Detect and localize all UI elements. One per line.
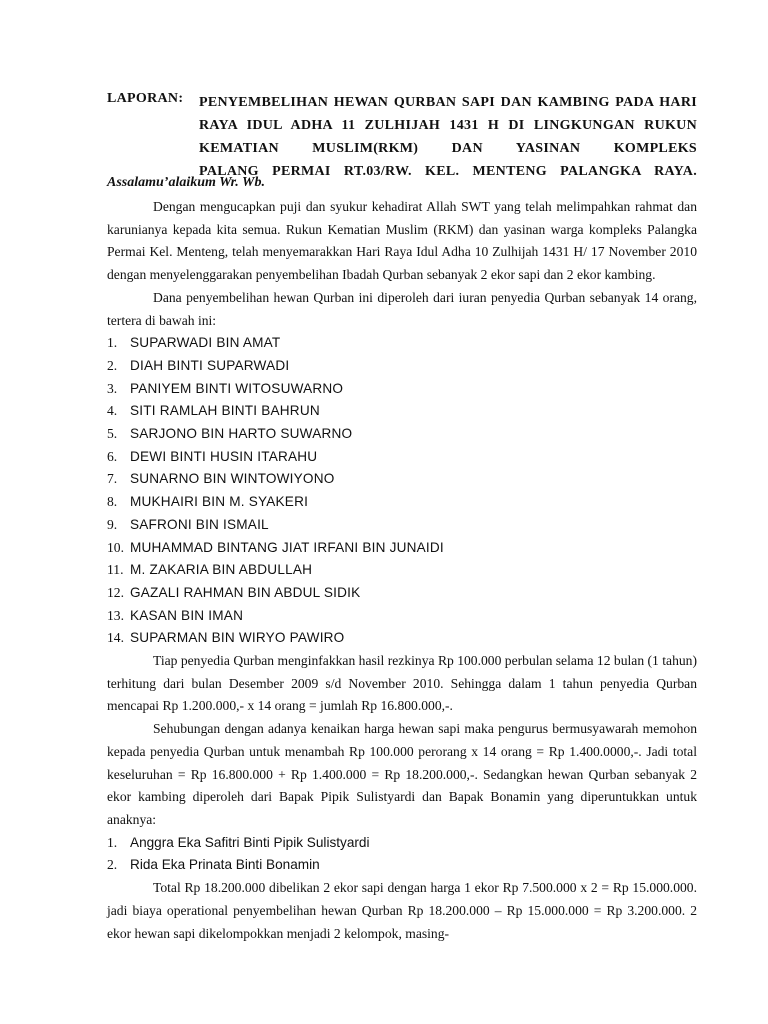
donor-list: [107, 332, 697, 650]
list-item: [107, 627, 697, 650]
donor-name: MUHAMMAD BINTANG JIAT IRFANI BIN JUNAIDI: [130, 539, 444, 555]
list-number: 10.: [107, 539, 124, 555]
goat-recipient-list: [107, 832, 697, 877]
paragraph-intro: Dengan mengucapkan puji dan syukur kehadirat Allah SWT yang telah melimpahkan rahmat dan karunianya kepada kita semua. Rukun Kematian Muslim (RKM) dan yasinan warga kompleks Palangka Permai Kel. Menteng, telah menyemarakkan Hari Raya Idul Adha 10 Zulhijah 1431 H/ 17 November 2010 dengan menyelenggarakan penyembelihan Ibadah Qurban sebanyak 2 ekor sapi dan 2 ekor kambing.: [107, 199, 697, 283]
donor-name: M. ZAKARIA BIN ABDULLAH: [130, 562, 313, 578]
report-title-line: PENYEMBELIHAN HEWAN QURBAN SAPI DAN KAMBING PADA: [199, 95, 654, 110]
list-item: [107, 491, 697, 514]
list-item: [107, 332, 697, 355]
list-number: 1.: [107, 834, 118, 850]
list-number: 2.: [107, 857, 118, 873]
list-item: [107, 854, 697, 877]
recipient-name: Rida Eka Prinata Binti Bonamin: [130, 857, 320, 873]
report-title-line: PALANG PERMAI RT.03/RW. KEL. MENTENG PALANGKA RAYA.: [199, 164, 697, 179]
donor-name: SARJONO BIN HARTO SUWARNO: [130, 426, 353, 442]
paragraph-contribution: Tiap penyedia Qurban menginfakkan hasil rezkinya Rp 100.000 perbulan selama 12 bulan (1 tahun) terhitung dari bulan Desember 2009 s/d November 2010. Sehingga dalam 1 tahun penyedia Qurban mencapai Rp 1.200.000,- x 14 orang = jumlah Rp 16.800.000,-.: [107, 653, 697, 714]
document-body: [107, 196, 697, 945]
list-item: [107, 355, 697, 378]
list-item: [107, 514, 697, 537]
donor-name: SAFRONI BIN ISMAIL: [130, 516, 269, 532]
report-label: LAPORAN:: [107, 91, 184, 106]
list-number: 5.: [107, 426, 118, 442]
recipient-name: Anggra Eka Safitri Binti Pipik Sulistyardi: [130, 834, 370, 850]
report-title-line: RUKUN KEMATIAN MUSLIM(RKM) DAN YASINAN KOMPLEKS: [199, 118, 697, 156]
donor-name: DEWI BINTI HUSIN ITARAHU: [130, 448, 318, 464]
list-number: 12.: [107, 584, 124, 600]
list-number: 13.: [107, 607, 124, 623]
list-number: 4.: [107, 403, 118, 419]
paragraph-total: Total Rp 18.200.000 dibelikan 2 ekor sapi dengan harga 1 ekor Rp 7.500.000 x 2 = Rp 15.000.000. jadi biaya operational penyembelihan hewan Qurban Rp 18.200.000 – Rp 15.000.000 = Rp 3.200.000. 2 ekor hewan sapi dikelompokkan menjadi 2 kelompok, masing-: [107, 880, 697, 941]
donor-name: MUKHAIRI BIN M. SYAKERI: [130, 494, 309, 510]
list-item: [107, 423, 697, 446]
list-item: [107, 378, 697, 401]
greeting: Assalamu’alaikum Wr. Wb.: [107, 175, 265, 190]
list-item: [107, 400, 697, 423]
report-title: [199, 91, 697, 183]
donor-name: SITI RAMLAH BINTI BAHRUN: [130, 403, 320, 419]
list-number: 3.: [107, 380, 118, 396]
donor-name: SUPARMAN BIN WIRYO PAWIRO: [130, 630, 345, 646]
donor-name: SUPARWADI BIN AMAT: [130, 335, 281, 351]
list-number: 7.: [107, 471, 118, 487]
list-item: [107, 537, 697, 560]
list-number: 6.: [107, 448, 118, 464]
list-number: 8.: [107, 494, 118, 510]
list-item: [107, 582, 697, 605]
donor-name: PANIYEM BINTI WITOSUWARNO: [130, 380, 344, 396]
donor-name: DIAH BINTI SUPARWADI: [130, 357, 290, 373]
list-item: [107, 832, 697, 855]
donor-name: KASAN BIN IMAN: [130, 607, 244, 623]
list-number: 9.: [107, 516, 118, 532]
donor-name: GAZALI RAHMAN BIN ABDUL SIDIK: [130, 584, 361, 600]
paragraph-price-increase: Sehubungan dengan adanya kenaikan harga hewan sapi maka pengurus bermusyawarah memohon kepada penyedia Qurban untuk menambah Rp 100.000 perorang x 14 orang = Rp 1.400.0000,-. Jadi total keseluruhan = Rp 16.800.000 + Rp 1.400.000 = Rp 18.200.000,-. Sedangkan hewan Qurban sebanyak 2 ekor kambing diperoleh dari Bapak Pipik Sulistyardi dan Bapak Bonamin yang diperuntukkan untuk anaknya:: [107, 721, 697, 827]
list-item: [107, 446, 697, 469]
list-item: [107, 605, 697, 628]
list-item: [107, 559, 697, 582]
list-number: 14.: [107, 630, 124, 646]
report-title-line: HARI RAYA IDUL ADHA 11 ZULHIJAH 1431 H DI LINGKUNGAN: [199, 95, 697, 133]
list-item: [107, 468, 697, 491]
list-number: 2.: [107, 357, 118, 373]
list-number: 11.: [107, 562, 124, 578]
list-number: 1.: [107, 335, 118, 351]
paragraph-funding: Dana penyembelihan hewan Qurban ini diperoleh dari iuran penyedia Qurban sebanyak 14 orang, tertera di bawah ini:: [107, 289, 697, 328]
donor-name: SUNARNO BIN WINTOWIYONO: [130, 471, 335, 487]
